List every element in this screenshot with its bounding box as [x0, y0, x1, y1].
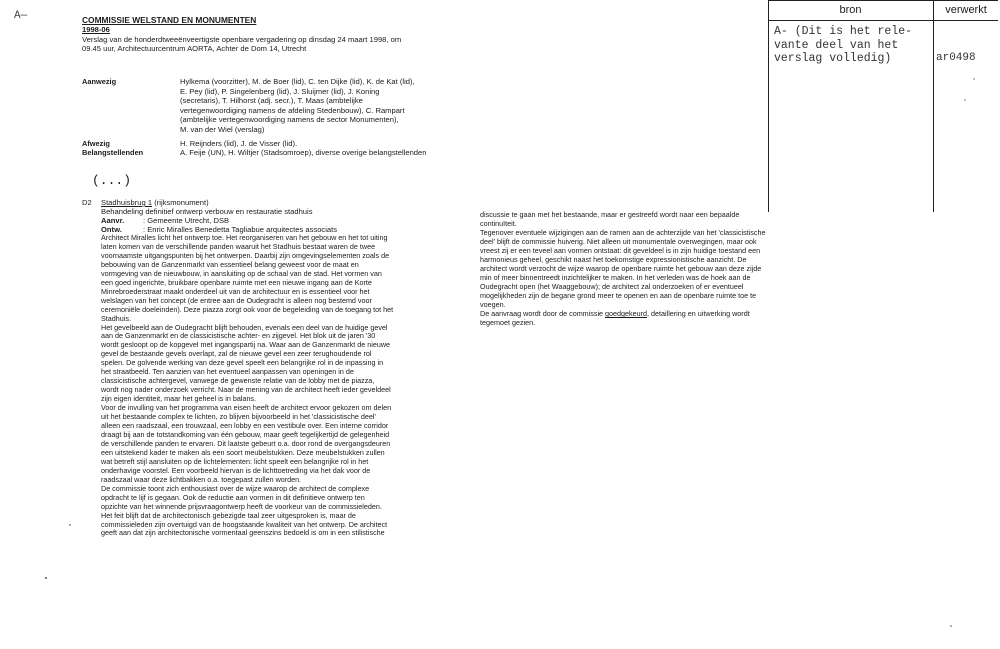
source-note: A- (Dit is het rele- vante deel van het verslag volledig)	[774, 25, 913, 65]
report-number: 1998-06	[82, 25, 110, 34]
committee-title: COMMISSIE WELSTAND EN MONUMENTEN	[82, 15, 257, 25]
archive-code: ar0498	[936, 52, 976, 64]
scan-speck	[964, 99, 966, 101]
item-code: D2	[82, 198, 92, 207]
intro-line-2: 09.45 uur, Architectuurcentrum AORTA, Achter de Dom 14, Utrecht	[82, 44, 307, 53]
decision-paragraph	[480, 310, 850, 328]
source-table	[768, 0, 998, 212]
col-header-bron: bron	[839, 4, 862, 16]
intro-line-1: Verslag van de honderdtweeënveertigste openbare vergadering op dinsdag 24 maart 1998, om	[82, 35, 402, 44]
scan-speck	[69, 524, 71, 526]
body-column-1: Architect Miralles licht het ontwerp toe. Het reorganiseren van het gebouw en het tot uiting laten komen van de verschillende panden waaruit het Stadhuis bestaat waren de twee voornaamste uitgangspunten bij het ontwerpen. Daarbij zijn omgevingselementen zoals de bebouwing van de Ganzenmarkt van essentieel belang geweest voor de maat en vormgeving van de nieuwbouw, in aansluiting op de schaal van de stad. Het vormen van een goed ingerichte, bruikbare openbare ruimte met een nieuwe ingang aan de Korte Minrebroederstraat maakt onderdeel uit van de architectuur en is essentieel voor het welslagen van het concept (de entree aan de Oudegracht is alleen nog bestemd voor ceremoniële doeleinden). Deze piazza zorgt ook voor de begeleiding van de toegang tot het Stadhuis. Het gevelbeeld aan de Oudegracht blijft behouden, evenals een deel van de huidige gevel aan de Ganzenmarkt en de classicistische achter- en zijgevel. Het blok uit de jaren '30 wordt gesloopt op de kopgevel met ingangspartij na. Waar aan de Ganzenmarkt de nieuwe gevel de bestaande gevels overlapt, zal de nieuwe gevel een zeer terughoudende rol spelen. De golvende werking van deze gevel speelt een belangrijke rol in de inpassing in het straatbeeld. Ten aanzien van het eventueel aanpassen van openingen in de classicistische achtergevel, vanwege de gewenste relatie van de lobby met de piazza, wordt nog nader onderzoek verricht. Naar de mening van de architect heeft ieder geveldeel zijn eigen identiteit, maar het geheel is in balans. Voor de invulling van het programma van eisen heeft de architect ervoor gekozen om delen uit het bestaande complex te lichten, zo blijven bijvoorbeeld in het 'classicistische deel' alleen een raadszaal, een trouwzaal, een lobby en een vestibule over. Een interne corridor draagt bij aan de totstandkoming van één gebouw, maar geeft tegelijkertijd de gelegenheid de verschillende panden te ervaren. Dit laatste gebeurt o.a. door rond de overgangsdeuren een uitstekend kader te maken als een soort meubelstukken. Deze meubelstukken zullen wat betreft stijl aansluiten op de lichtelementen: licht speelt een belangrijke rol in het onderhavige voorstel. Een voorbeeld hiervan is de lichttoetreding via het dak voor de raadszaal waar deze lichtbakken o.a. toegepast zullen worden. De commissie toont zich enthousiast over de wijze waarop de architect de complexe opdracht te lijf is gegaan. Ook de reductie aan vormen in dit definitieve ontwerp ten opzichte van het winnende prijsvraagontwerp heeft de voorkeur van de commissieleden. Het feit blijft dat de architectonisch gebezigde taal zeer uitgesproken is, maar de commissieleden zijn overtuigd van de hoogstaande kwaliteit van het ontwerp. De architect geeft aan dat zijn architectonische vormentaal geenszins bedoeld is om in een stilistische	[101, 233, 394, 538]
stakeholders-label: Belangstellenden	[82, 148, 144, 157]
item-title	[101, 198, 209, 207]
item-title-address: Stadhuisbrug 1	[101, 198, 153, 207]
scan-speck	[973, 78, 975, 80]
absent-label: Afwezig	[82, 139, 110, 148]
col-header-verwerkt: verwerkt	[945, 4, 987, 16]
margin-mark: A—	[14, 10, 28, 22]
omission-mark: (...)	[92, 173, 132, 188]
scan-speck	[950, 625, 952, 627]
decision-text-post: , detaillering en uitwerking wordt tegemoet gezien.	[480, 309, 750, 327]
body-column-2: discussie te gaan met het bestaande, maar er gestreefd wordt naar een bepaalde continuïteit. Tegenover eventuele wijzigingen aan de ramen aan de achterzijde van het 'classicistische deel' blijft de commissie huiverig. Niet alleen uit monumentale overwegingen, maar ook vreest zij er een teveel aan vormen ontstaat: dit geveldeel is in zijn huidige toestand een harmonieus geheel, geschikt naast het toekomstige expressionistische aanzicht. De architect wordt verzocht de wijze waarop de openbare ruimte het gebouw aan deze zijde min of meer binnentreedt inzichtelijker te maken. In het verleden was de hoek aan de Oudegracht open (het Waaggebouw); de architect zal onderzoeken of er eventueel mogelijkheden zijn de begane grond meer te openen en aan de openbare ruimte toe te voegen.	[480, 210, 766, 309]
design-label: Ontw.	[101, 225, 122, 234]
stakeholders-list: A. Feije (UN), H. Wiltjer (Stadsomroep), diverse overige belangstellenden	[180, 148, 427, 157]
absent-list: H. Reijnders (lid), J. de Visser (lid).	[180, 139, 298, 148]
decision-status: goedgekeurd	[605, 309, 648, 318]
applicant-value: : Gemeente Utrecht, DSB	[143, 216, 230, 225]
item-title-status: (rijksmonument)	[152, 198, 209, 207]
report-header	[82, 15, 482, 53]
item-subtitle: Behandeling definitief ontwerp verbouw en restauratie stadhuis	[101, 207, 313, 216]
applicant-label: Aanvr.	[101, 216, 125, 225]
scan-speck	[45, 577, 47, 579]
present-list: Hylkema (voorzitter), M. de Boer (lid), C. ten Dijke (lid), K. de Kat (lid), E. Pey (lid), P. Singelenberg (lid), J. Sluijmer (lid), J. Koning (secretaris), T. Hilhorst (adj. secr.), T. Maas (ambtelijke vertegenwoordiging namens de afdeling Stedenbouw), C. Rampart (ambtelijke vertegenwoordiging namens de sector Monumenten), M. van der Wiel (verslag)	[180, 77, 415, 134]
design-value: : Enric Miralles Benedetta Tagliabue arquitectes associats	[143, 225, 338, 234]
present-label: Aanwezig	[82, 77, 117, 86]
decision-text-pre: De aanvraag wordt door de commissie	[480, 309, 606, 318]
